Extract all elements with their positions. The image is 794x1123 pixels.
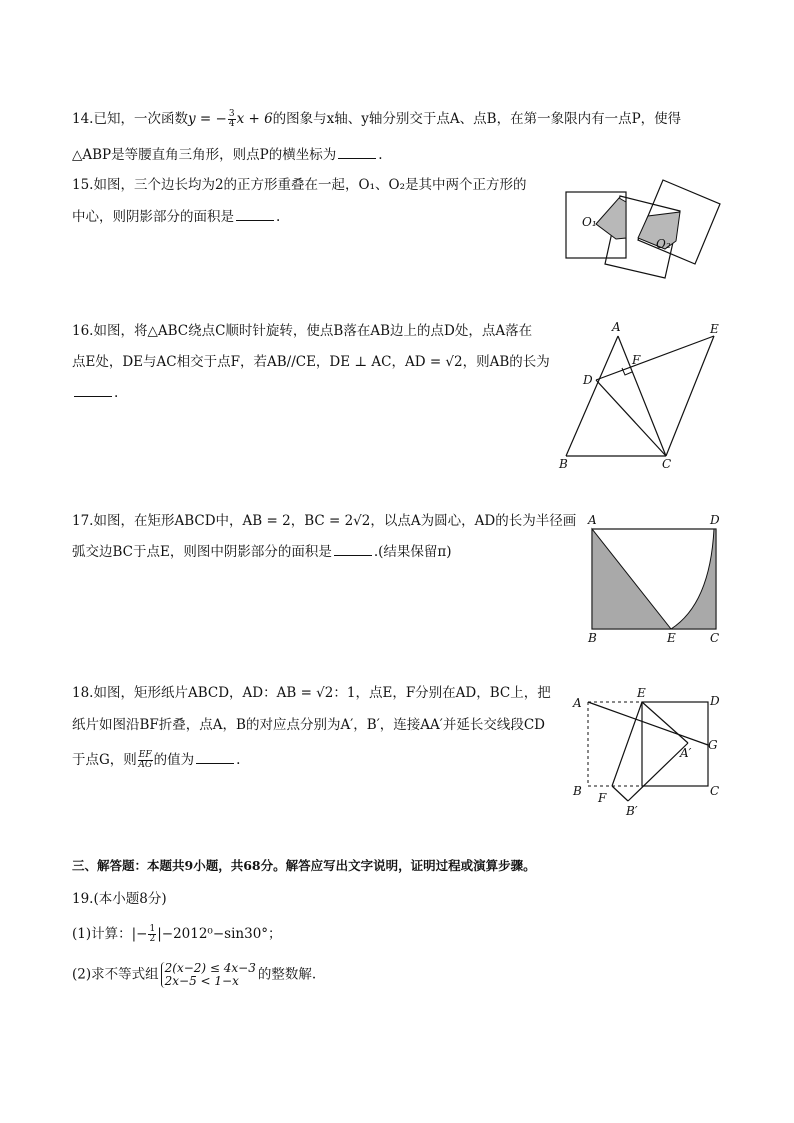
q14-text-post: 的图象与x轴、y轴分别交于点A、点B，在第一象限内有一点P，使得 xyxy=(272,111,682,127)
q19-title: 19.(本小题8分) xyxy=(72,891,167,907)
q14-line2 xyxy=(72,146,383,164)
q19-part2 xyxy=(72,962,316,988)
q18-label-c: C xyxy=(710,784,720,798)
q16-label-f: F xyxy=(632,353,641,367)
q18-label-f: F xyxy=(598,791,607,805)
q17-label-e: E xyxy=(667,631,676,645)
q19-frac-num: 1 xyxy=(149,924,156,934)
q16-label-b: B xyxy=(559,457,568,471)
q18-label-g: G xyxy=(708,738,718,752)
q18-label-d: D xyxy=(710,694,720,708)
q16-line3 xyxy=(72,384,118,402)
q18-seg-ag xyxy=(588,702,708,745)
q18-frac-den: AG xyxy=(138,760,153,770)
q16-seg-de xyxy=(596,336,714,380)
q14-frac-den: 4 xyxy=(228,119,235,129)
q19-frac-den: 2 xyxy=(149,934,156,944)
q18-seg-fb2 xyxy=(612,786,628,801)
q15-answer-blank[interactable] xyxy=(236,208,274,221)
q15-line2-end: . xyxy=(276,209,281,225)
q19-part2-post: 的整数解. xyxy=(257,966,317,983)
section-3-heading: 三、解答题：本题共9小题，共68分。解答应写出文字说明，证明过程或演算步骤。 xyxy=(72,858,536,873)
q17-shaded-right xyxy=(671,529,716,629)
q17-line1: 17.如图，在矩形ABCD中，AB = 2，BC = 2√2，以点A为圆心，AD的长为半径画 xyxy=(72,513,577,529)
q18-line3-text: 于点G，则 xyxy=(72,752,137,768)
q14-answer-blank[interactable] xyxy=(338,146,376,159)
q14-frac-num: 3 xyxy=(228,109,235,119)
q16-label-d: D xyxy=(583,373,593,387)
q16-seg-dc xyxy=(596,380,666,456)
q15-label-o2: O₂ xyxy=(656,237,671,251)
q19-ineq-2: 2x−5 < 1−x xyxy=(164,974,239,988)
q15-line1: 15.如图，三个边长均为2的正方形重叠在一起，O₁、O₂是其中两个正方形的 xyxy=(72,177,527,193)
q17-line2-end: .(结果保留π) xyxy=(373,544,452,560)
q15-line2-text: 中心，则阴影部分的面积是 xyxy=(72,209,234,225)
q16-line2: 点E处，DE与AC相交于点F，若AB//CE，DE ⊥ AC，AD = √2，则AB的长为 xyxy=(72,354,550,370)
q18-answer-blank[interactable] xyxy=(196,751,234,764)
q18-line3-post: 的值为 xyxy=(153,752,195,768)
q18-seg-ef xyxy=(612,702,642,786)
q18-label-b2: B′ xyxy=(626,804,638,818)
q15-figure xyxy=(560,176,730,286)
q16-label-a: A xyxy=(612,320,621,334)
q18-label-a2: A′ xyxy=(680,746,692,760)
q17-label-d: D xyxy=(710,513,720,527)
q16-answer-blank[interactable] xyxy=(74,384,112,397)
q16-seg-ac xyxy=(618,336,666,456)
q17-shaded-left xyxy=(592,529,671,629)
q14-line2-end: . xyxy=(378,147,383,163)
q18-frac-num: EF xyxy=(138,750,152,760)
q14-formula-y: y = − xyxy=(187,111,227,127)
q16-line1: 16.如图，将△ABC绕点C顺时针旋转，使点B落在AB边上的点D处，点A落在 xyxy=(72,323,533,339)
q16-label-e: E xyxy=(710,322,719,336)
q18-rect-right xyxy=(642,702,708,786)
q17-label-a: A xyxy=(588,513,597,527)
q17-label-c: C xyxy=(710,631,720,645)
q18-line3 xyxy=(72,751,240,770)
q19-part1-post: |−2012⁰−sin30°； xyxy=(157,926,282,942)
q17-label-b: B xyxy=(588,631,597,645)
q15-line2 xyxy=(72,208,280,226)
q18-figure xyxy=(570,685,730,820)
q18-fraction xyxy=(138,751,153,770)
q18-label-b: B xyxy=(573,784,582,798)
q17-figure xyxy=(584,512,734,647)
q19-part1-fraction xyxy=(148,925,156,944)
q14-text-pre: 14.已知，一次函数 xyxy=(72,111,188,127)
q18-line2: 纸片如图沿BF折叠，点A，B的对应点分别为A′，B′，连接AA′并延长交线段CD xyxy=(72,717,545,733)
q17-line2 xyxy=(72,543,452,561)
q19-part1-pre: (1)计算：|− xyxy=(72,926,148,942)
q18-line1: 18.如图，矩形纸片ABCD，AD：AB = √2：1，点E，F分别在AD，BC上，把 xyxy=(72,685,551,701)
q18-label-e: E xyxy=(637,686,646,700)
q17-answer-blank[interactable] xyxy=(334,543,372,556)
q16-seg-ec xyxy=(666,336,714,456)
q18-seg-ea2 xyxy=(642,702,688,743)
q14-fraction xyxy=(228,110,236,129)
q14-line1 xyxy=(72,110,681,129)
q16-figure xyxy=(556,318,736,471)
q19-part1 xyxy=(72,925,282,944)
q19-ineq-1: 2(x−2) ≤ 4x−3 xyxy=(164,961,256,975)
q15-shaded-1 xyxy=(596,198,626,239)
q19-inequality-system xyxy=(161,962,256,988)
q18-line3-end: . xyxy=(236,752,241,768)
q19-part2-pre: (2)求不等式组 xyxy=(72,966,159,983)
q18-seg-a2b2 xyxy=(628,743,688,801)
q17-line2-text: 弧交边BC于点E，则图中阴影部分的面积是 xyxy=(72,544,332,560)
q14-formula-rest: x + 6 xyxy=(236,111,273,127)
q16-line3-end: . xyxy=(114,385,119,401)
q15-label-o1: O₁ xyxy=(582,215,597,229)
q16-label-c: C xyxy=(662,457,672,471)
q18-label-a: A xyxy=(573,696,582,710)
q14-line2-text: △ABP是等腰直角三角形，则点P的横坐标为 xyxy=(72,147,337,163)
